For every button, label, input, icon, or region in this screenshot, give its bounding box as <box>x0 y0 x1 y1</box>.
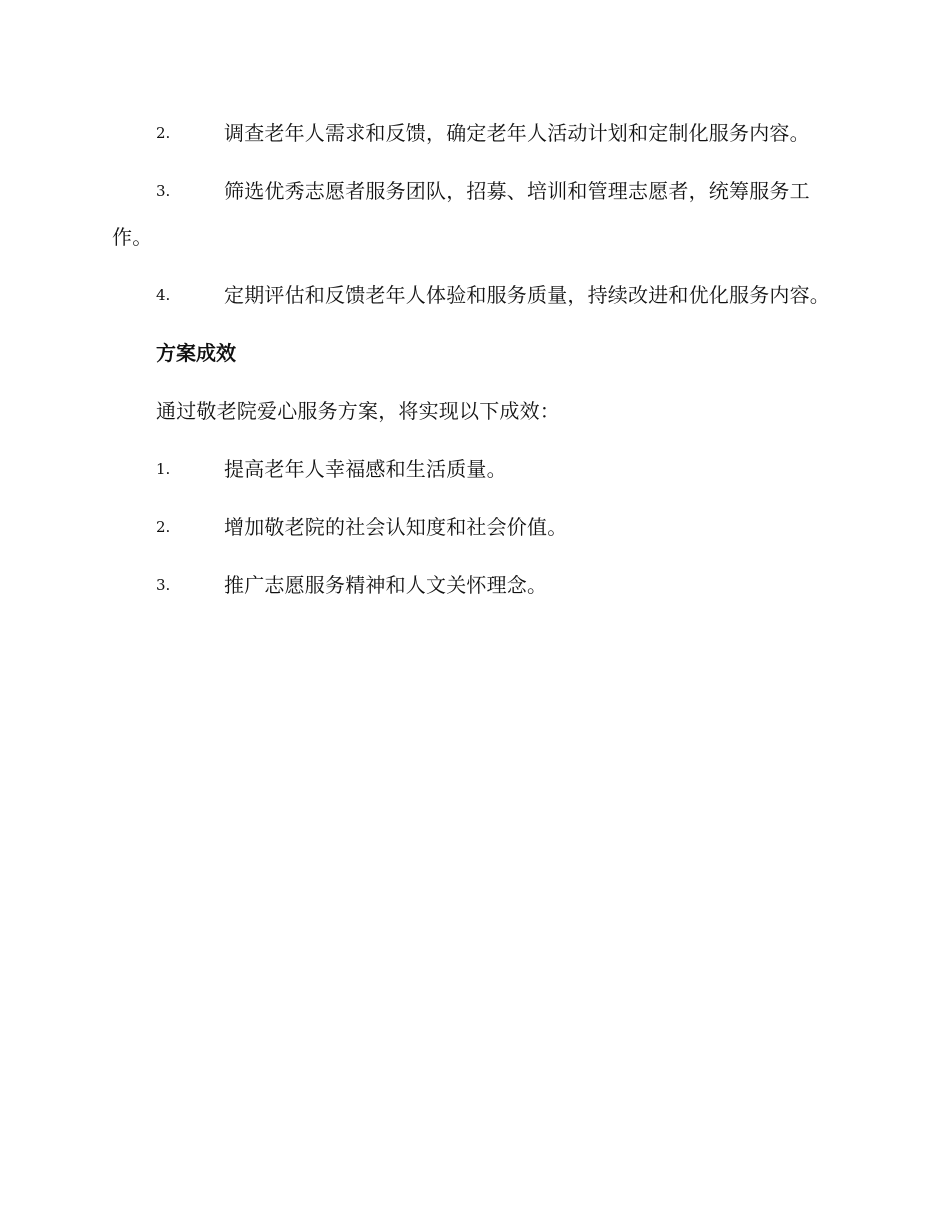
document-body <box>112 110 834 620</box>
outcome-number: 2. <box>156 518 171 536</box>
step-item-4 <box>112 272 834 318</box>
outcome-item-1 <box>112 446 834 492</box>
step-text: 筛选优秀志愿者服务团队，招募、培训和管理志愿者，统筹服务工作。 <box>112 179 810 249</box>
step-number: 2. <box>156 124 171 142</box>
section-heading: 方案成效 <box>156 341 236 365</box>
outcome-text: 增加敬老院的社会认知度和社会价值。 <box>224 515 568 539</box>
outcome-text: 推广志愿服务精神和人文关怀理念。 <box>224 573 548 597</box>
step-text: 调查老年人需求和反馈，确定老年人活动计划和定制化服务内容。 <box>224 121 810 145</box>
outcome-item-2 <box>112 504 834 550</box>
outcome-number: 1. <box>156 460 171 478</box>
step-item-2 <box>112 110 834 156</box>
intro-paragraph: 通过敬老院爱心服务方案，将实现以下成效： <box>156 399 560 423</box>
outcome-text: 提高老年人幸福感和生活质量。 <box>224 457 507 481</box>
step-number: 4. <box>156 286 171 304</box>
outcome-item-3 <box>112 562 834 608</box>
step-number: 3. <box>156 182 171 200</box>
outcome-number: 3. <box>156 576 171 594</box>
step-text: 定期评估和反馈老年人体验和服务质量，持续改进和优化服务内容。 <box>224 283 830 307</box>
step-item-3 <box>112 168 834 260</box>
